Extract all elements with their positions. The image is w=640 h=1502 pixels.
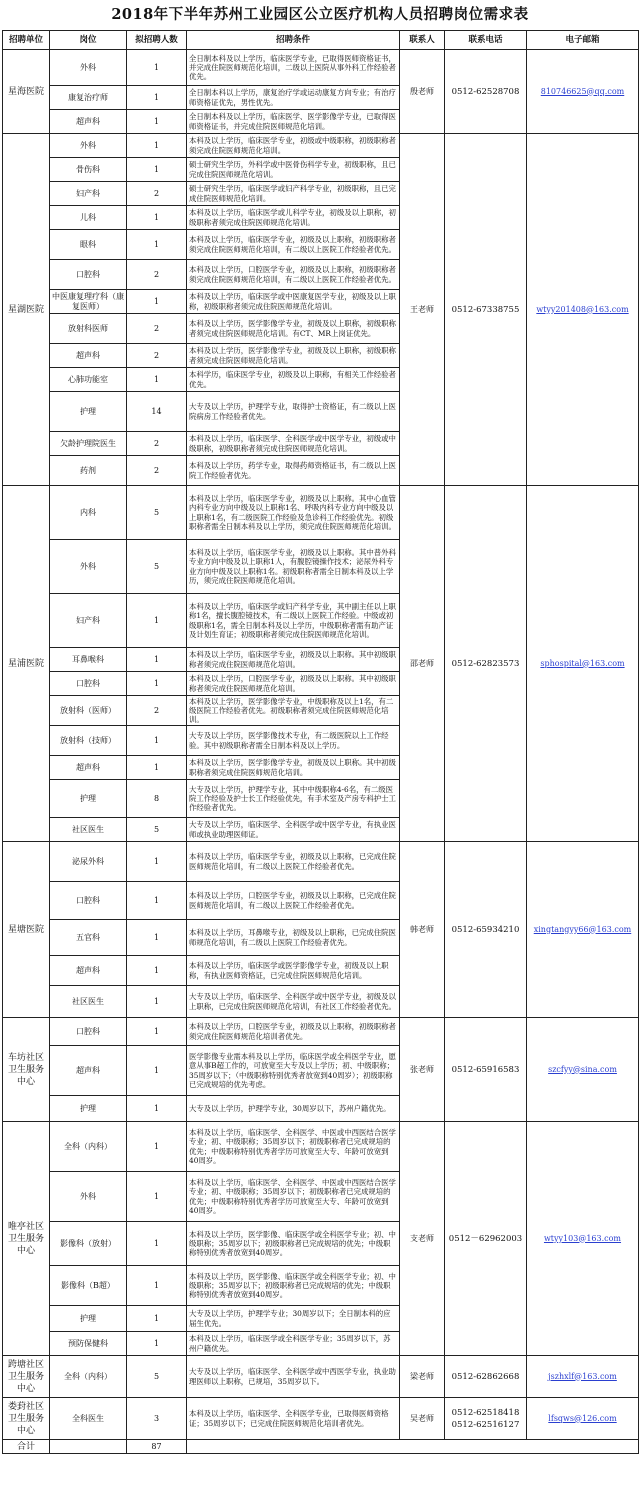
- position-requirements: 硕士研究生学历，外科学或中医骨伤科学专业，初级职称，且已完成住院医师规范化培训。: [187, 158, 400, 182]
- position-count: 1: [127, 1046, 187, 1096]
- position-count: 1: [127, 1172, 187, 1222]
- contact-person: 邵老师: [400, 486, 445, 842]
- position-count: 5: [127, 540, 187, 594]
- position-requirements: 本科及以上学历，临床医学或全科医学专业；35周岁以下，苏州户籍优先。: [187, 1332, 400, 1356]
- position-requirements: 全日制本科及以上学历，临床医学专业，已取得医师资格证书，并完成住院医师规范化培训，二级以上医院从事外科工作经验者优先。: [187, 50, 400, 86]
- position-name: 超声科: [50, 110, 127, 134]
- position-count: 1: [127, 594, 187, 648]
- total-label: 合计: [3, 1440, 50, 1454]
- position-name: 药剂: [50, 456, 127, 486]
- position-count: 1: [127, 50, 187, 86]
- position-count: 2: [127, 344, 187, 368]
- position-count: 1: [127, 726, 187, 756]
- position-count: 1: [127, 1332, 187, 1356]
- contact-person: 张老师: [400, 1018, 445, 1122]
- position-requirements: 本科及以上学历，临床医学专业，初级及以上职称，初级职称者须完成住院医师规范化培训，有二级以上医院工作经验者优先。: [187, 230, 400, 260]
- position-count: 1: [127, 1266, 187, 1306]
- position-count: 1: [127, 756, 187, 780]
- table-row: [3, 486, 639, 540]
- contact-person: 韩老师: [400, 842, 445, 1018]
- position-count: 1: [127, 1018, 187, 1046]
- position-count: 1: [127, 230, 187, 260]
- unit-name: 星湖医院: [3, 134, 50, 486]
- position-count: 2: [127, 696, 187, 726]
- contact-person: 吴老师: [400, 1398, 445, 1440]
- unit-name: 唯亭社区卫生服务中心: [3, 1122, 50, 1356]
- contact-email-link[interactable]: szcfyy@sina.com: [527, 1018, 639, 1122]
- contact-phone: 0512-62823573: [445, 486, 527, 842]
- position-requirements: 本科及以上学历，医学影像、临床医学或全科医学专业；初、中级职称；35周岁以下；初级职称者已完成规培的优先；中级职称特别优秀者放宽到40周岁。: [187, 1222, 400, 1266]
- contact-person: 支老师: [400, 1122, 445, 1356]
- position-requirements: 全日制本科以上学历，康复治疗学或运动康复方向专业；有治疗师资格证优先，男性优先。: [187, 86, 400, 110]
- contact-phone: 0512-62528708: [445, 50, 527, 134]
- table-row: [3, 50, 639, 86]
- position-name: 五官科: [50, 920, 127, 956]
- contact-email-link[interactable]: wtyy201408@163.com: [527, 134, 639, 486]
- position-name: 妇产科: [50, 182, 127, 206]
- position-count: 1: [127, 920, 187, 956]
- position-count: 1: [127, 882, 187, 920]
- total-count: 87: [127, 1440, 187, 1454]
- position-name: 影像科（放射）: [50, 1222, 127, 1266]
- position-name: 内科: [50, 486, 127, 540]
- position-requirements: 本科及以上学历，口腔医学专业，初级及以上职称，初级职称者须完成住院医师规范化培训，有二级以上医院工作经验者优先。: [187, 260, 400, 290]
- position-requirements: 本科及以上学历，医学影像学专业，初级及以上职称，初级职称者须完成住院医师规范化培训。: [187, 344, 400, 368]
- position-name: 外科: [50, 134, 127, 158]
- position-name: 放射科（医师）: [50, 696, 127, 726]
- position-count: 1: [127, 110, 187, 134]
- position-requirements: 本科及以上学历，临床医学或中医康复医学专业，初级及以上职称，初级职称者须完成住院医师规范化培训。: [187, 290, 400, 314]
- position-requirements: 本科及以上学历，临床医学或医学影像学专业，初级及以上职称，有执业医师资格证，已完成住院医师规范化培训。: [187, 956, 400, 986]
- position-count: 1: [127, 648, 187, 672]
- contact-email-link[interactable]: wtyy103@163.com: [527, 1122, 639, 1356]
- position-requirements: 本科及以上学历，临床医学或妇产科学专业，其中副主任以上职称1名，擅长腹腔镜技术，有二级以上医院工作经验。中级或初级职称1名，需全日制本科及以上学历，中级职称者需有助产证及计划生育证；初级职称者须完成住院医师规范化培训。: [187, 594, 400, 648]
- position-name: 社区医生: [50, 986, 127, 1018]
- position-name: 全科医生: [50, 1398, 127, 1440]
- total-row: [3, 1440, 639, 1454]
- position-requirements: 硕士研究生学历，临床医学或妇产科学专业，初级职称，且已完成住院医师规范化培训。: [187, 182, 400, 206]
- position-requirements: 本科及以上学历，临床医学专业，初级及以上职称。其中心血管内科专业方向中级及以上职称1名、呼吸内科专业方向中级及以上职称1名，有二级医院工作经验及急诊科工作经验优先。初级职称者需全日制本科及以上学历，须完成住院医师规范化培训。: [187, 486, 400, 540]
- position-name: 耳鼻喉科: [50, 648, 127, 672]
- position-count: 1: [127, 158, 187, 182]
- position-requirements: 本科及以上学历，临床医学专业，初级及以上职称。其中初级职称者须完成住院医师规范化培训。: [187, 648, 400, 672]
- position-requirements: 本科及以上学历，口腔医学专业，初级及以上职称。其中初级职称者须完成住院医师规范化培训。: [187, 672, 400, 696]
- position-requirements: 大专及以上学历，医学影像技术专业，有二级医院以上工作经验。其中初级职称者需全日制本科及以上学历。: [187, 726, 400, 756]
- position-count: 1: [127, 134, 187, 158]
- position-requirements: 本科及以上学历，临床医学专业，初级及以上职称，已完成住院医师规范化培训，有二级以上医院工作经验者优先。: [187, 842, 400, 882]
- position-name: 超声科: [50, 956, 127, 986]
- position-count: 2: [127, 432, 187, 456]
- total-spacer: [50, 1440, 127, 1454]
- position-name: 超声科: [50, 344, 127, 368]
- page-title: 2018年下半年苏州工业园区公立医疗机构人员招聘岗位需求表: [111, 6, 529, 23]
- position-requirements: 本科及以上学历，临床医学、全科医学或中医学专业，初级或中级职称，初级职称者须完成住院医师规范化培训。: [187, 432, 400, 456]
- position-requirements: 本科及以上学历，医学影像、临床医学或全科医学专业；初、中级职称；35周岁以下；初级职称者已完成规培的优先；中级职称特别优秀者放宽到40周岁。: [187, 1266, 400, 1306]
- header-count: 拟招聘人数: [127, 31, 187, 50]
- position-requirements: 大专及以上学历，护理学专业，其中中级职称4-6名，有二级医院工作经验及护士长工作经验优先，有手术室及产房专科护士工作经验者优先。: [187, 780, 400, 818]
- position-name: 护理: [50, 392, 127, 432]
- contact-phone: 0512-67338755: [445, 134, 527, 486]
- position-requirements: 本科及以上学历，临床医学或儿科学专业，初级及以上职称，初级职称者须完成住院医师规范化培训。: [187, 206, 400, 230]
- contact-person: 王老师: [400, 134, 445, 486]
- position-count: 1: [127, 1122, 187, 1172]
- position-requirements: 本科及以上学历，医学影像学专业，初级及以上职称，初级职称者须完成住院医师规范化培训。有CT、MR上岗证优先。: [187, 314, 400, 344]
- position-count: 1: [127, 956, 187, 986]
- position-requirements: 大专及以上学历，护理学专业，取得护士资格证，有二级以上医院病房工作经验者优先。: [187, 392, 400, 432]
- position-requirements: 大专及以上学历，护理学专业；30周岁以下；全日制本科的应届生优先。: [187, 1306, 400, 1332]
- contact-email-link[interactable]: 810746625@qq.com: [527, 50, 639, 134]
- position-name: 口腔科: [50, 260, 127, 290]
- position-count: 5: [127, 486, 187, 540]
- position-requirements: 大专及以上学历，护理学专业，30周岁以下，苏州户籍优先。: [187, 1096, 400, 1122]
- table-row: [3, 1018, 639, 1046]
- position-count: 1: [127, 290, 187, 314]
- table-row: [3, 842, 639, 882]
- position-name: 骨伤科: [50, 158, 127, 182]
- position-name: 欠龄护理院医生: [50, 432, 127, 456]
- contact-phone: 0512-65916583: [445, 1018, 527, 1122]
- table-row: [3, 1398, 639, 1440]
- position-requirements: 大专及以上学历，临床医学、全科医学或中医学专业，初级及以上职称，已完成住院医师规范化培训，有社区工作经验者优先。: [187, 986, 400, 1018]
- position-name: 妇产科: [50, 594, 127, 648]
- position-name: 心肺功能室: [50, 368, 127, 392]
- position-count: 3: [127, 1398, 187, 1440]
- position-count: 5: [127, 818, 187, 842]
- position-name: 放射科（技师）: [50, 726, 127, 756]
- position-count: 14: [127, 392, 187, 432]
- header-unit: 招聘单位: [3, 31, 50, 50]
- recruitment-table: [2, 30, 639, 1454]
- position-name: 康复治疗师: [50, 86, 127, 110]
- unit-name: 星浦医院: [3, 486, 50, 842]
- position-name: 口腔科: [50, 882, 127, 920]
- position-count: 1: [127, 1306, 187, 1332]
- position-count: 1: [127, 672, 187, 696]
- position-count: 2: [127, 260, 187, 290]
- position-requirements: 大专及以上学历，临床医学、全科医学或中西医学专业，执业助理医师以上职称，已规培，35周岁以下。: [187, 1356, 400, 1398]
- table-row: [3, 1122, 639, 1172]
- position-requirements: 全日制本科及以上学历，临床医学、医学影像学专业，已取得医师资格证书，并完成住院医师规范化培训。: [187, 110, 400, 134]
- contact-email-link[interactable]: sphospital@163.com: [527, 486, 639, 842]
- position-count: 5: [127, 1356, 187, 1398]
- header-phone: 联系电话: [445, 31, 527, 50]
- position-name: 口腔科: [50, 1018, 127, 1046]
- header-requirements: 招聘条件: [187, 31, 400, 50]
- position-name: 儿科: [50, 206, 127, 230]
- position-name: 放射科医师: [50, 314, 127, 344]
- contact-email-link[interactable]: xingtangyy66@163.com: [527, 842, 639, 1018]
- position-name: 超声科: [50, 756, 127, 780]
- total-empty: [187, 1440, 639, 1454]
- position-count: 1: [127, 1096, 187, 1122]
- position-count: 1: [127, 368, 187, 392]
- position-name: 社区医生: [50, 818, 127, 842]
- position-name: 护理: [50, 780, 127, 818]
- position-count: 2: [127, 456, 187, 486]
- table-header-row: [3, 31, 639, 50]
- position-count: 1: [127, 1222, 187, 1266]
- position-name: 外科: [50, 50, 127, 86]
- position-name: 护理: [50, 1096, 127, 1122]
- position-requirements: 本科及以上学历，医学影像学专业，中级职称及以上1名，有二级医院工作经验者优先。初级职称者须完成住院医师规范化培训。: [187, 696, 400, 726]
- position-name: 全科（内科）: [50, 1122, 127, 1172]
- position-name: 泌尿外科: [50, 842, 127, 882]
- contact-person: 梁老师: [400, 1356, 445, 1398]
- table-row: [3, 1356, 639, 1398]
- header-contact: 联系人: [400, 31, 445, 50]
- contact-phone: 0512－62962003: [445, 1122, 527, 1356]
- unit-name: 星塘医院: [3, 842, 50, 1018]
- unit-name: 车坊社区卫生服务中心: [3, 1018, 50, 1122]
- position-count: 1: [127, 206, 187, 230]
- unit-name: 星海医院: [3, 50, 50, 134]
- position-count: 2: [127, 314, 187, 344]
- position-name: 全科（内科）: [50, 1356, 127, 1398]
- contact-email-link[interactable]: jszhxlf@163.com: [527, 1356, 639, 1398]
- position-name: 超声科: [50, 1046, 127, 1096]
- unit-name: 跨塘社区卫生服务中心: [3, 1356, 50, 1398]
- position-count: 1: [127, 86, 187, 110]
- position-name: 眼科: [50, 230, 127, 260]
- position-count: 1: [127, 986, 187, 1018]
- position-requirements: 本科及以上学历，口腔医学专业，初级及以上职称，初级职称者须完成住院医师规范化培训者优先。: [187, 1018, 400, 1046]
- position-requirements: 本科及以上学历，临床医学专业，初级及以上职称。其中普外科专业方向中级及以上职称1人，有腹腔镜操作技术；泌尿外科专业方向中级及以上职称1名。初级职称者需全日制本科及以上学历，须完成住院医师规范化培训。: [187, 540, 400, 594]
- table-row: [3, 134, 639, 158]
- position-requirements: 本科及以上学历，医学影像学专业，初级及以上职称。其中初级职称者须完成住院医师规范化培训。: [187, 756, 400, 780]
- contact-email-link[interactable]: lfsqws@126.com: [527, 1398, 639, 1440]
- contact-person: 殷老师: [400, 50, 445, 134]
- position-requirements: 本科及以上学历，临床医学、全科医学专业，已取得医师资格证；35周岁以下；已完成住院医师规范化培训者优先。: [187, 1398, 400, 1440]
- position-name: 外科: [50, 540, 127, 594]
- position-name: 护理: [50, 1306, 127, 1332]
- position-requirements: 医学影像专业需本科及以上学历，临床医学或全科医学专业，愿意从事B超工作的，可放宽至大专及以上学历；初、中级职称；35周岁以下；（中级职称特别优秀者放宽到40周岁）；初级职称已完成规培的优先考虑。: [187, 1046, 400, 1096]
- contact-phone: 0512-62862668: [445, 1356, 527, 1398]
- unit-name: 娄葑社区卫生服务中心: [3, 1398, 50, 1440]
- position-requirements: 本科及以上学历，临床医学专业，初级或中级职称，初级职称者须完成住院医师规范化培训。: [187, 134, 400, 158]
- position-requirements: 本科及以上学历，口腔医学专业，初级及以上职称，已完成住院医师规范化培训，有二级以上医院工作经验者优先。: [187, 882, 400, 920]
- position-requirements: 本科及以上学历，药学专业，取得药师资格证书，有二级以上医院工作经验者优先。: [187, 456, 400, 486]
- position-requirements: 本科学历，临床医学专业，初级及以上职称，有相关工作经验者优先。: [187, 368, 400, 392]
- header-email: 电子邮箱: [527, 31, 639, 50]
- position-name: 影像科（B超）: [50, 1266, 127, 1306]
- contact-phone: 0512-62518418 0512-62516127: [445, 1398, 527, 1440]
- position-count: 8: [127, 780, 187, 818]
- position-name: 口腔科: [50, 672, 127, 696]
- position-requirements: 大专及以上学历，临床医学、全科医学或中医学专业，有执业医师或执业助理医师证。: [187, 818, 400, 842]
- contact-phone: 0512-65934210: [445, 842, 527, 1018]
- table-body: [3, 50, 639, 1440]
- position-name: 中医康复理疗科（康复医师）: [50, 290, 127, 314]
- position-requirements: 本科及以上学历，临床医学、全科医学、中医或中西医结合医学专业；初、中级职称；35周岁以下；初级职称者已完成规培的优先；中级职称特别优秀者学历可放宽至大专、年龄可放宽到40周岁。: [187, 1122, 400, 1172]
- position-name: 预防保健科: [50, 1332, 127, 1356]
- position-name: 外科: [50, 1172, 127, 1222]
- header-position: 岗位: [50, 31, 127, 50]
- position-requirements: 本科及以上学历，临床医学、全科医学、中医或中西医结合医学专业；初、中级职称；35周岁以下；初级职称者已完成规培的优先；中级职称特别优秀者学历可放宽至大专、年龄可放宽到40周岁。: [187, 1172, 400, 1222]
- position-count: 1: [127, 842, 187, 882]
- position-count: 2: [127, 182, 187, 206]
- position-requirements: 本科及以上学历，耳鼻喉专业，初级及以上职称，已完成住院医师规范化培训，有二级以上医院工作经验者优先。: [187, 920, 400, 956]
